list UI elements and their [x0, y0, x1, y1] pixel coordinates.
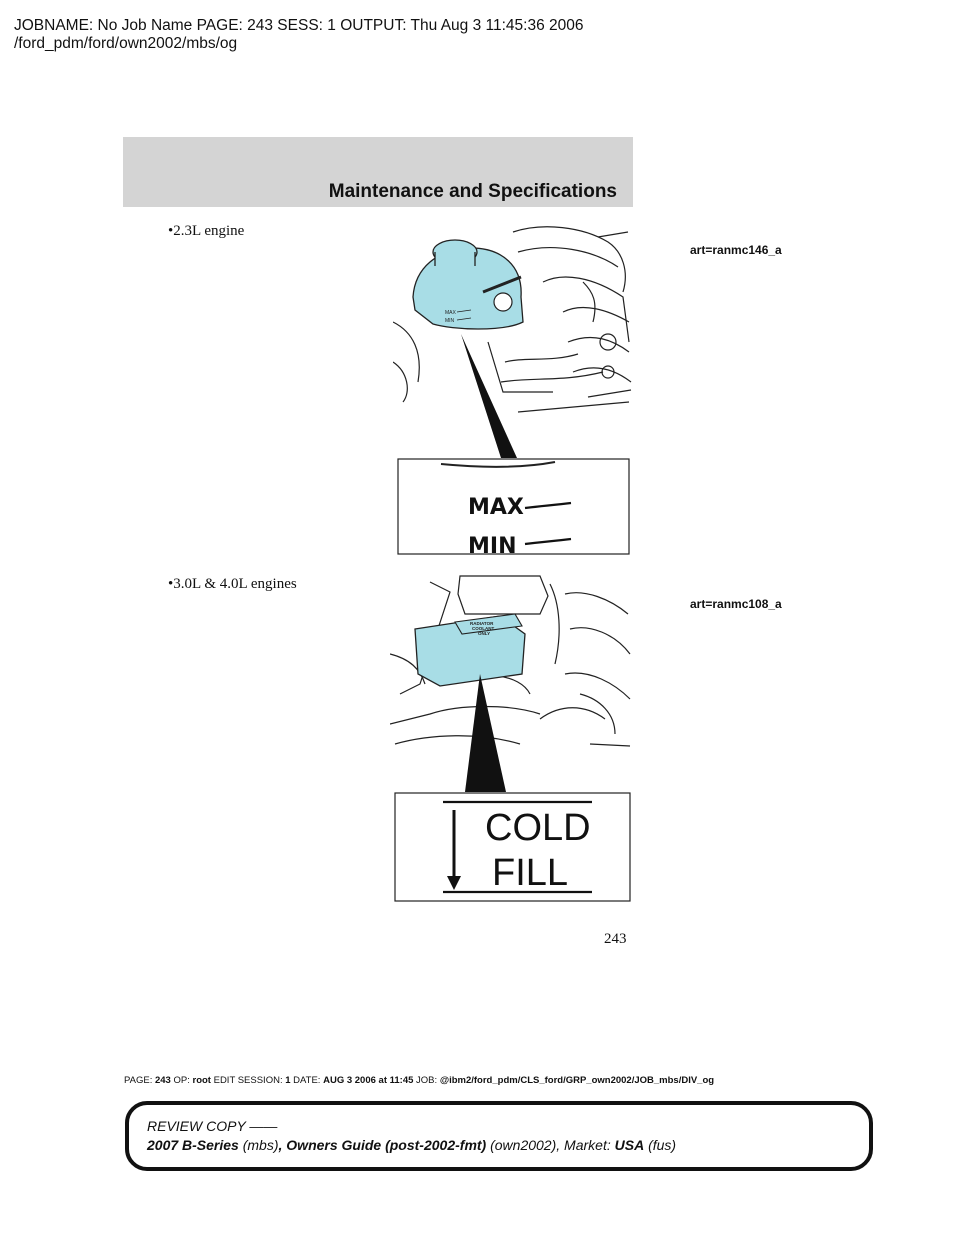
- inset-max-label: MAX: [468, 495, 524, 520]
- art-reference-1: art=ranmc146_a: [690, 243, 782, 257]
- review-guide-code: (own2002): [486, 1137, 557, 1153]
- footer-session-label: EDIT SESSION:: [213, 1075, 283, 1086]
- review-copy-details: [147, 1137, 676, 1153]
- footer-date-label: DATE:: [293, 1075, 321, 1086]
- review-guide: Owners Guide (post-2002-fmt): [286, 1137, 487, 1153]
- inset-min-label: MIN: [468, 534, 517, 558]
- footer-job-info: [124, 1075, 714, 1086]
- job-header-line-1: JOBNAME: No Job Name PAGE: 243 SESS: 1 OUTPUT: Thu Aug 3 11:45:36 2006: [14, 17, 584, 34]
- inset-fill-label: FILL: [492, 852, 569, 894]
- footer-op-value: root: [192, 1075, 211, 1086]
- art-reference-2: art=ranmc108_a: [690, 597, 782, 611]
- footer-job-label: JOB:: [416, 1075, 438, 1086]
- footer-session-value: 1: [285, 1075, 291, 1086]
- footer-page-label: PAGE:: [124, 1075, 153, 1086]
- review-sep-2: , Market:: [556, 1137, 615, 1153]
- footer-job-value: @ibm2/ford_pdm/CLS_ford/GRP_own2002/JOB_mbs/DIV_og: [439, 1075, 715, 1086]
- bullet-3-0l-4-0l-engines: •3.0L & 4.0L engines: [168, 576, 297, 592]
- footer-page-value: 243: [154, 1075, 171, 1086]
- footer-op-label: OP:: [173, 1075, 190, 1086]
- tank-only-label: ONLY: [478, 631, 491, 636]
- page-number: 243: [604, 931, 627, 947]
- review-sep-1: ,: [278, 1137, 287, 1153]
- tank-min-label: MIN: [445, 318, 455, 324]
- coolant-reservoir-3-0l-4-0l-illustration: [390, 574, 634, 906]
- review-market: USA: [614, 1137, 645, 1153]
- coolant-reservoir-2-3l-illustration: [393, 222, 633, 558]
- footer-date-value: AUG 3 2006 at 11:45: [323, 1075, 414, 1086]
- review-series: 2007 B-Series: [147, 1137, 239, 1153]
- review-series-code: (mbs): [238, 1137, 279, 1153]
- section-header-band: [123, 137, 633, 207]
- tank-max-label: MAX: [445, 310, 456, 316]
- tank-coolant-label: COOLANT: [472, 626, 495, 631]
- job-header-path: /ford_pdm/ford/own2002/mbs/og: [14, 35, 238, 52]
- bullet-2-3l-engine: •2.3L engine: [168, 223, 245, 239]
- tank-radiator-label: RADIATOR: [470, 621, 494, 626]
- inset-cold-label: COLD: [485, 807, 591, 849]
- review-copy-label: REVIEW COPY ——: [147, 1118, 278, 1134]
- review-market-code: (fus): [644, 1137, 677, 1153]
- review-copy-box: [125, 1101, 873, 1171]
- section-title: Maintenance and Specifications: [328, 181, 617, 202]
